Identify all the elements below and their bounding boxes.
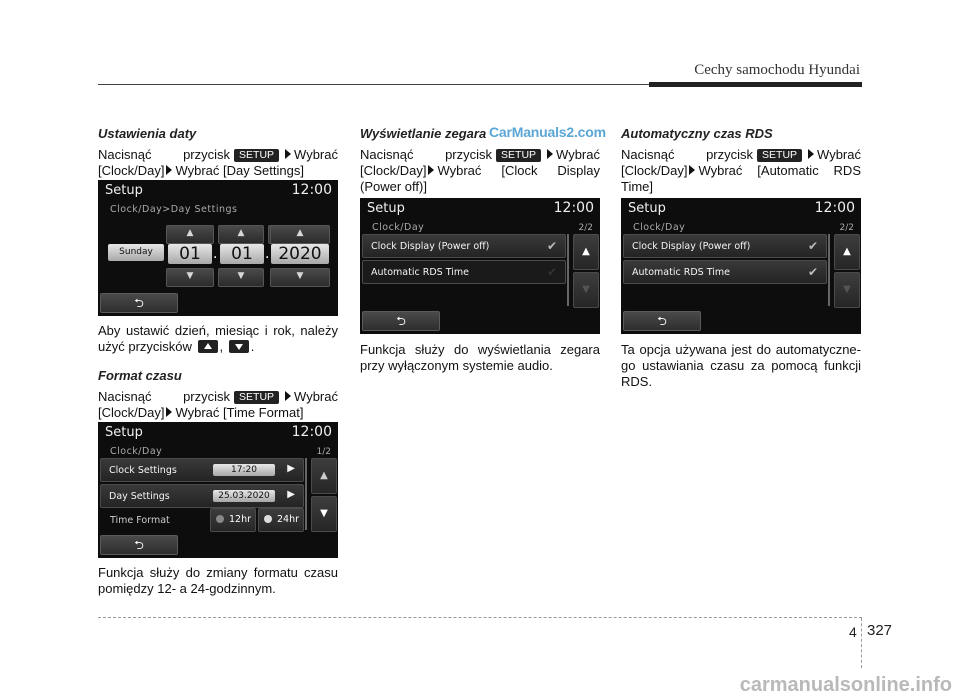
screen-day-settings	[98, 180, 338, 316]
month-up-button[interactable]	[218, 225, 264, 244]
section-rds-desc	[621, 342, 861, 390]
scrollbar[interactable]	[305, 458, 307, 530]
page-indicator: 2/2	[578, 223, 593, 233]
section-time-desc	[98, 565, 338, 597]
row-label: Clock Display (Power off)	[371, 241, 490, 252]
clock-value: 17:20	[213, 464, 275, 476]
clock-settings-row[interactable]	[100, 458, 304, 482]
back-button[interactable]	[100, 293, 178, 313]
section-heading: Format czasu	[98, 368, 182, 383]
description: Aby ustawić dzień, miesiąc i rok, należy użyć przycisków	[98, 323, 338, 354]
radio-icon	[216, 515, 224, 523]
12hr-option[interactable]: 12hr	[210, 508, 256, 532]
screen-time: 12:00	[814, 200, 855, 216]
back-icon: ⮌	[657, 314, 667, 328]
arrow-right-icon	[689, 165, 695, 175]
row-label: Clock Settings	[109, 465, 177, 476]
date-separator: .	[265, 246, 270, 262]
back-button[interactable]	[100, 535, 178, 555]
back-button[interactable]	[362, 311, 440, 331]
day-settings-row[interactable]	[100, 484, 304, 508]
back-icon: ⮌	[134, 296, 144, 310]
section-clock-desc	[360, 342, 600, 374]
description: Funkcja służy do wyświetlania zegara przy wyłączonym systemie audio.	[360, 342, 600, 373]
instruction: Nacisnąć przycisk SETUP Wybrać [Clock/Day] Wybrać [Automatic RDS Time]	[621, 147, 861, 194]
arrow-up-icon: ▲	[186, 228, 194, 238]
screen-time-format	[98, 422, 338, 558]
check-icon: ✔	[546, 239, 557, 253]
scrollbar[interactable]	[828, 234, 830, 306]
month-field[interactable]: 01	[220, 244, 264, 264]
section-rds-time	[621, 126, 861, 195]
check-icon: ✔	[546, 265, 557, 279]
section-time-format	[98, 368, 338, 421]
breadcrumb: Clock/Day	[633, 222, 686, 233]
section-date-desc: Aby ustawić dzień, miesiąc i rok, należy użyć przycisków , .	[98, 323, 338, 354]
scroll-down-button[interactable]	[834, 272, 860, 308]
arrow-down-icon: ▼	[237, 271, 245, 281]
24hr-option[interactable]: 24hr	[258, 508, 304, 532]
watermark-site: carmanualsonline.info	[739, 674, 952, 696]
arrow-right-icon	[166, 165, 172, 175]
back-button[interactable]	[623, 311, 701, 331]
play-arrow-icon: ▶	[287, 489, 295, 500]
check-icon: ✔	[807, 239, 818, 253]
arrow-right-icon	[166, 407, 172, 417]
arrow-right-icon	[285, 391, 291, 401]
arrow-down-icon: ▼	[186, 271, 194, 281]
year-up-button[interactable]	[270, 225, 330, 244]
watermark-logo: CarManuals2.com	[489, 124, 606, 140]
arrow-right-icon	[285, 149, 291, 159]
month-down-button[interactable]	[218, 268, 264, 287]
check-icon: ✔	[807, 265, 818, 279]
arrow-down-icon: ▼	[320, 508, 328, 519]
date-value: 25.03.2020	[213, 490, 275, 502]
arrow-down-icon: ▼	[582, 284, 590, 295]
header-title: Cechy samochodu Hyundai	[694, 62, 860, 78]
day-field[interactable]: 01	[168, 244, 212, 264]
breadcrumb: Clock/Day	[372, 222, 425, 233]
row-label: Automatic RDS Time	[371, 267, 469, 278]
arrow-up-icon: ▲	[296, 228, 304, 238]
row-label: Day Settings	[109, 491, 170, 502]
row-label: Clock Display (Power off)	[632, 241, 751, 252]
scroll-up-button[interactable]	[311, 458, 337, 494]
time-format-label: Time Format	[110, 515, 170, 526]
clock-display-row[interactable]	[362, 234, 566, 258]
section-heading: Automatyczny czas RDS	[621, 126, 773, 141]
instruction: Nacisnąć przycisk SETUP Wybrać [Clock/Day] Wybrać [Clock Display (Power off)]	[360, 147, 600, 194]
page-divider	[861, 618, 862, 668]
page-indicator: 2/2	[839, 223, 854, 233]
screen-title: Setup	[367, 201, 405, 216]
description: Ta opcja używana jest do automatyczne-go ustawiania czasu za pomocą funkcji RDS.	[621, 342, 861, 389]
arrow-right-icon	[428, 165, 434, 175]
screen-time: 12:00	[553, 200, 594, 216]
setup-badge: SETUP	[234, 391, 279, 404]
screen-title: Setup	[105, 183, 143, 198]
weekday-field: Sunday	[108, 244, 164, 261]
scroll-down-button[interactable]	[311, 496, 337, 532]
day-down-button[interactable]	[166, 268, 214, 287]
breadcrumb: Clock/Day	[110, 446, 163, 457]
screen-rds-time	[621, 198, 861, 334]
section-date-settings	[98, 126, 338, 179]
instruction: Nacisnąć przycisk SETUP Wybrać [Clock/Day] Wybrać [Day Settings]	[98, 147, 338, 178]
section-heading: Ustawienia daty	[98, 126, 197, 141]
scrollbar[interactable]	[567, 234, 569, 306]
arrow-up-icon: ▲	[237, 228, 245, 238]
back-icon: ⮌	[134, 538, 144, 552]
section-heading: Wyświetlanie zegara	[360, 126, 487, 141]
row-label: Automatic RDS Time	[632, 267, 730, 278]
arrow-right-icon	[547, 149, 553, 159]
radio-selected-icon	[264, 515, 272, 523]
page-number: 327	[867, 622, 893, 639]
arrow-up-icon: ▲	[843, 246, 851, 257]
arrow-right-icon	[808, 149, 814, 159]
arrow-up-icon: ▲	[320, 470, 328, 481]
footer-rule	[98, 617, 862, 618]
setup-badge: SETUP	[757, 149, 802, 162]
date-separator: .	[213, 246, 218, 262]
play-arrow-icon: ▶	[287, 463, 295, 474]
scroll-down-button[interactable]	[573, 272, 599, 308]
header-bar	[649, 82, 862, 87]
screen-title: Setup	[105, 425, 143, 440]
year-down-button[interactable]	[270, 268, 330, 287]
arrow-down-icon	[229, 340, 249, 353]
arrow-up-icon	[198, 340, 218, 353]
screen-clock-display	[360, 198, 600, 334]
day-up-button-left[interactable]	[166, 225, 214, 244]
arrow-down-icon: ▼	[843, 284, 851, 295]
description: Funkcja służy do zmiany formatu czasu pomiędzy 12- a 24-godzinnym.	[98, 565, 338, 596]
arrow-down-icon: ▼	[296, 271, 304, 281]
scroll-up-button[interactable]	[573, 234, 599, 270]
rds-time-row[interactable]	[623, 260, 827, 284]
year-field[interactable]: 2020	[271, 244, 329, 264]
breadcrumb: Clock/Day>Day Settings	[110, 204, 238, 215]
scroll-up-button[interactable]	[834, 234, 860, 270]
setup-badge: SETUP	[234, 149, 279, 162]
setup-badge: SETUP	[496, 149, 541, 162]
clock-display-row[interactable]	[623, 234, 827, 258]
screen-time: 12:00	[291, 424, 332, 440]
arrow-up-icon: ▲	[582, 246, 590, 257]
screen-title: Setup	[628, 201, 666, 216]
chapter-number: 4	[849, 624, 857, 640]
rds-time-row[interactable]	[362, 260, 566, 284]
screen-time: 12:00	[291, 182, 332, 198]
back-icon: ⮌	[396, 314, 406, 328]
page-indicator: 1/2	[316, 447, 331, 457]
instruction: Nacisnąć przycisk SETUP Wybrać [Clock/Day] Wybrać [Time Format]	[98, 389, 338, 420]
